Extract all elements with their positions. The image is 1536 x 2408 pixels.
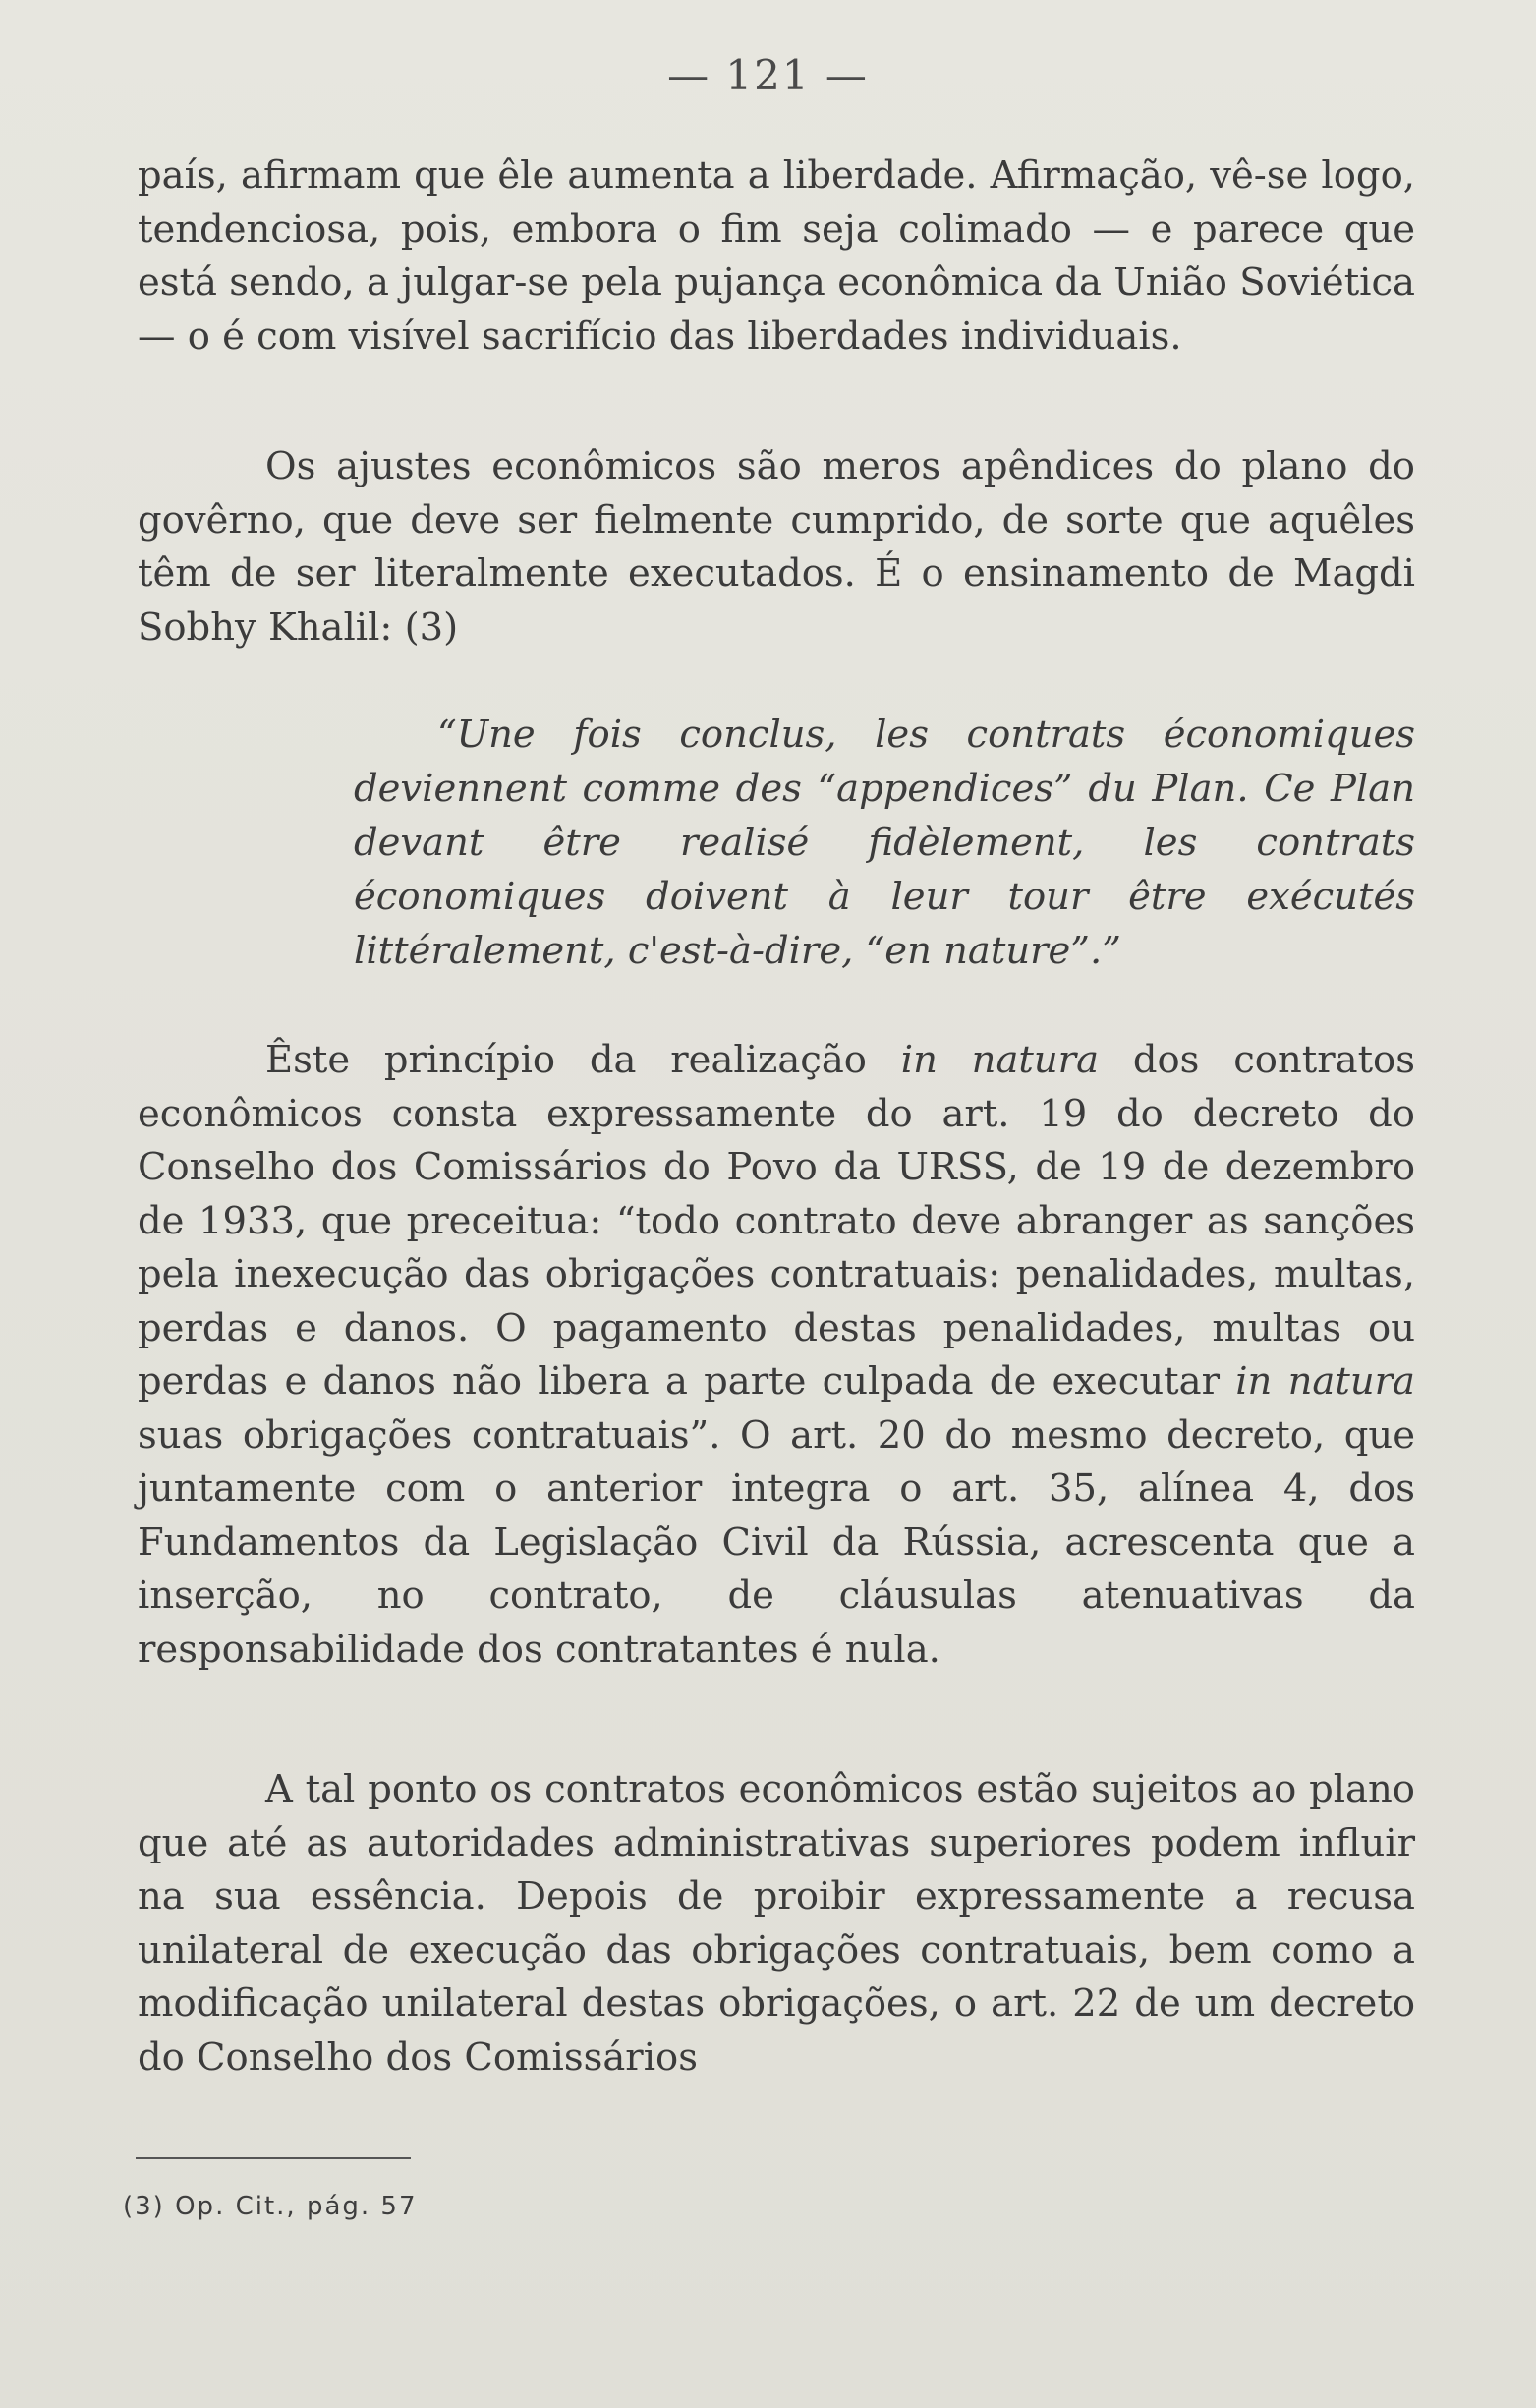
paragraph-4-part-1: Êste princípio da realização bbox=[265, 1038, 901, 1082]
body-block-2 bbox=[138, 440, 1415, 655]
paragraph-4-italic-1: in natura bbox=[900, 1038, 1100, 1082]
paragraph-2: Os ajustes econômicos são meros apêndices do plano do govêrno, que deve ser fielmente cumprido, de sorte que aquêles têm de ser literalmente executados. É o ensinamento de Magdi Sobhy Khalil: (3) bbox=[138, 444, 1415, 650]
paragraph-4 bbox=[138, 1034, 1415, 1677]
paragraph-5: A tal ponto os contratos econômicos estão sujeitos ao plano que até as autoridades administrativas superiores podem influir na sua essência. Depois de proibir expressamente a recusa unilateral de execução das obrigações contratuais, bem como a modificação unilateral destas obrigações, o art. 22 de um decreto do Conselho dos Comissários bbox=[138, 1767, 1415, 2080]
footnote-divider bbox=[136, 2157, 411, 2159]
paragraph-4-part-2: dos contratos econômicos consta expressamente do art. 19 do decreto do Conselho dos Comissários do Povo da URSS, de 19 de dezembro de 1933, que preceitua: “todo contrato deve abranger as sanções pela inexecução das obrigações contratuais: penalidades, multas, perdas e danos. O pagamento destas penalidades, multas ou perdas e danos não libera a parte culpada de executar bbox=[138, 1038, 1415, 1404]
block-quote bbox=[354, 708, 1415, 978]
paragraph-1: país, afirmam que êle aumenta a liberdade. Afirmação, vê-se logo, tendenciosa, pois, embora o fim seja colimado — e parece que está sendo, a julgar-se pela pujança econômica da União Soviética — o é com visível sacrifício das liberdades individuais. bbox=[138, 153, 1415, 359]
paragraph-4-part-3: suas obrigações contratuais”. O art. 20 do mesmo decreto, que juntamente com o anterior integra o art. 35, alínea 4, dos Fundamentos da Legislação Civil da Rússia, acrescenta que a inserção, no contrato, de cláusulas atenuativas da responsabilidade dos contratantes é nula. bbox=[138, 1412, 1415, 1672]
footnote: (3) Op. Cit., pág. 57 bbox=[123, 2192, 418, 2221]
quote-paragraph: “Une fois conclus, les contrats économiques deviennent comme des “appendices” du Plan. Ce Plan devant être realisé fidèlement, les contrats économiques doivent à leur tour être exécutés littéralement, c'est-à-dire, “en nature”.” bbox=[354, 713, 1415, 973]
page-number: — 121 — bbox=[667, 51, 869, 99]
paragraph-4-italic-2: in natura bbox=[1235, 1359, 1415, 1404]
body-block-4 bbox=[138, 1763, 1415, 2085]
body-block-3 bbox=[138, 1034, 1415, 1677]
body-block-1 bbox=[138, 149, 1415, 364]
